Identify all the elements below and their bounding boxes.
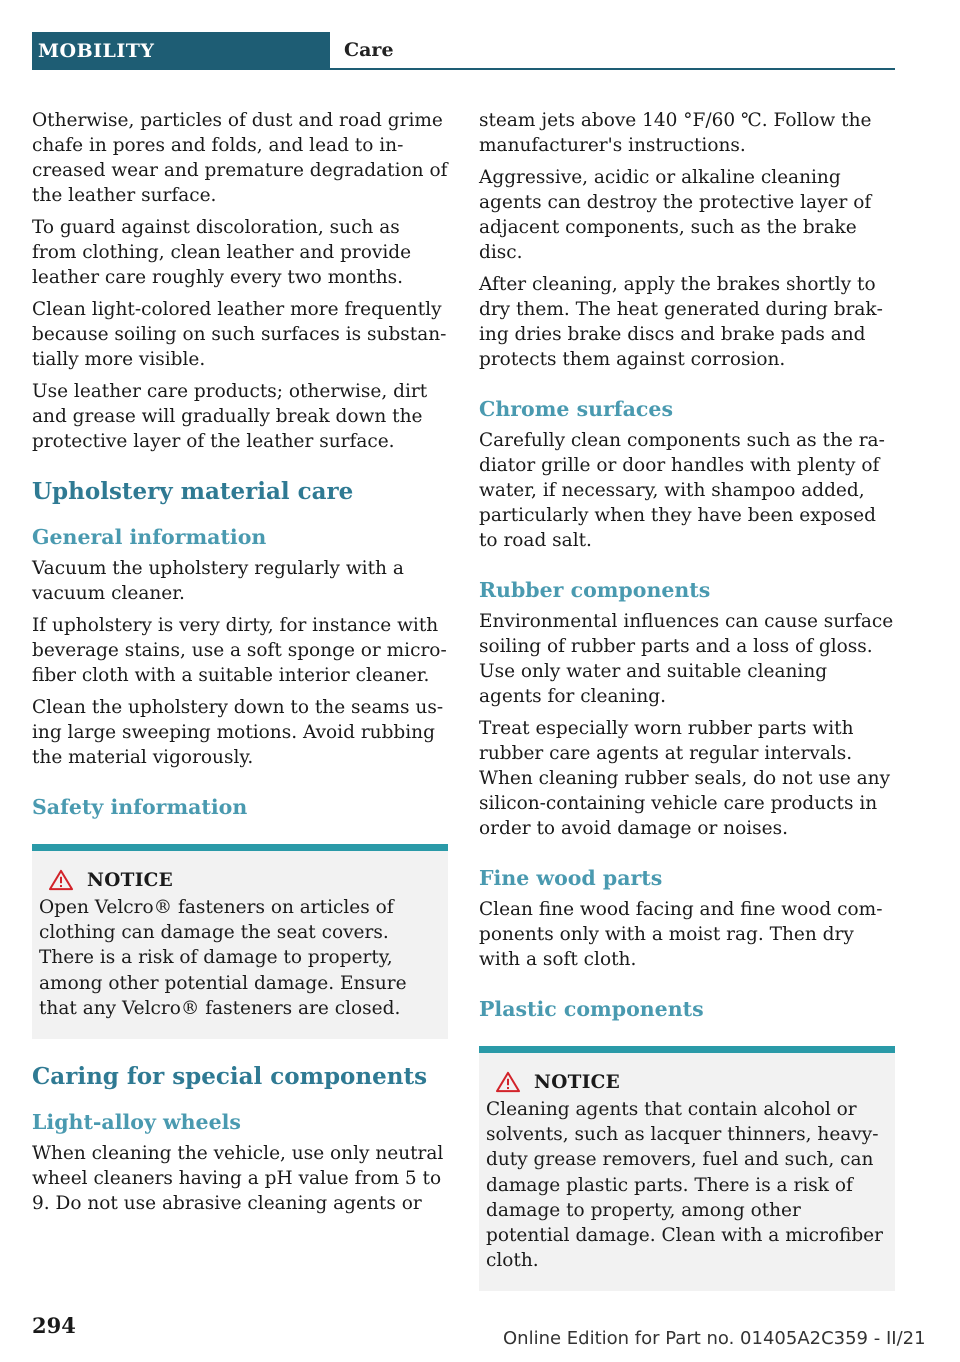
notice-box	[32, 844, 448, 1039]
right-column	[479, 108, 895, 1291]
notice-title: NOTICE	[87, 869, 174, 891]
paragraph: Clean the upholstery down to the seams using large sweeping motions. Avoid rubbing the material vigorously.	[32, 697, 444, 768]
notice-header	[39, 869, 440, 891]
heading-general-information: General information	[32, 525, 267, 549]
notice-title: NOTICE	[534, 1071, 621, 1093]
heading-safety-information: Safety information	[32, 795, 248, 819]
notice-text: Cleaning agents that contain alcohol or solvents, such as lacquer thinners, heavy-duty grease removers, fuel and such, can damage plastic parts. There is a risk of damage to property, among other potential damage. Clean with a microfiber cloth.	[486, 1099, 883, 1272]
notice-header	[486, 1071, 887, 1093]
paragraph: After cleaning, apply the brakes shortly to dry them. The heat generated during braking dries brake discs and brake pads and protects them against corrosion.	[479, 274, 883, 370]
paragraph: Clean light-colored leather more frequently because soiling on such surfaces is substantially more visible.	[32, 299, 447, 370]
notice-box	[479, 1046, 895, 1291]
left-column	[32, 108, 448, 1223]
section-title: MOBILITY	[32, 32, 330, 70]
paragraph: Carefully clean components such as the radiator grille or door handles with plenty of water, if necessary, with shampoo added, particularly when they have been exposed to road salt.	[479, 430, 885, 551]
heading-upholstery-care: Upholstery material care	[32, 478, 354, 505]
heading-chrome-surfaces: Chrome surfaces	[479, 397, 673, 421]
heading-special-components: Caring for special components	[32, 1063, 428, 1091]
warning-triangle-icon	[47, 869, 75, 891]
warning-triangle-icon	[494, 1071, 522, 1093]
paragraph: Use leather care products; otherwise, dirt and grease will gradually break down the protective layer of the leather surface.	[32, 381, 428, 452]
page-number: 294	[32, 1313, 76, 1338]
heading-light-alloy-wheels: Light-alloy wheels	[32, 1110, 241, 1135]
paragraph: Otherwise, particles of dust and road grime chafe in pores and folds, and lead to increased wear and premature degradation of the leather surface.	[32, 110, 448, 206]
paragraph: Vacuum the upholstery regularly with a vacuum cleaner.	[32, 558, 404, 604]
paragraph: If upholstery is very dirty, for instance with beverage stains, use a soft sponge or microfiber cloth with a suitable interior cleaner.	[32, 615, 447, 686]
paragraph: To guard against discoloration, such as from clothing, clean leather and provide leather care roughly every two months.	[32, 217, 412, 288]
notice-text: Open Velcro® fasteners on articles of clothing can damage the seat covers. There is a risk of damage to property, among other potential damage. Ensure that any Velcro® fasteners are closed.	[39, 897, 407, 1019]
paragraph: When cleaning the vehicle, use only neutral wheel cleaners having a pH value from 5 to 9. Do not use abrasive cleaning agents or	[32, 1143, 444, 1215]
paragraph: Treat especially worn rubber parts with rubber care agents at regular intervals. When cleaning rubber seals, do not use any silicon-containing vehicle care products in order to avoid damage or noises.	[479, 718, 891, 839]
chapter-title: Care	[330, 32, 895, 70]
page-header	[32, 32, 895, 70]
paragraph: Environmental influences can cause surface soiling of rubber parts and a loss of gloss. Use only water and suitable cleaning agents for cleaning.	[479, 611, 894, 707]
paragraph: Clean fine wood facing and fine wood components only with a moist rag. Then dry with a soft cloth.	[479, 899, 883, 970]
heading-fine-wood-parts: Fine wood parts	[479, 866, 663, 890]
paragraph: steam jets above 140 °F/60 ℃. Follow the manufacturer's instructions.	[479, 110, 872, 156]
heading-rubber-components: Rubber components	[479, 578, 711, 602]
footer-edition: Online Edition for Part no. 01405A2C359 - II/21	[503, 1328, 926, 1349]
paragraph: Aggressive, acidic or alkaline cleaning agents can destroy the protective layer of adjacent components, such as the brake disc.	[479, 167, 872, 263]
heading-plastic-components: Plastic components	[479, 997, 704, 1021]
